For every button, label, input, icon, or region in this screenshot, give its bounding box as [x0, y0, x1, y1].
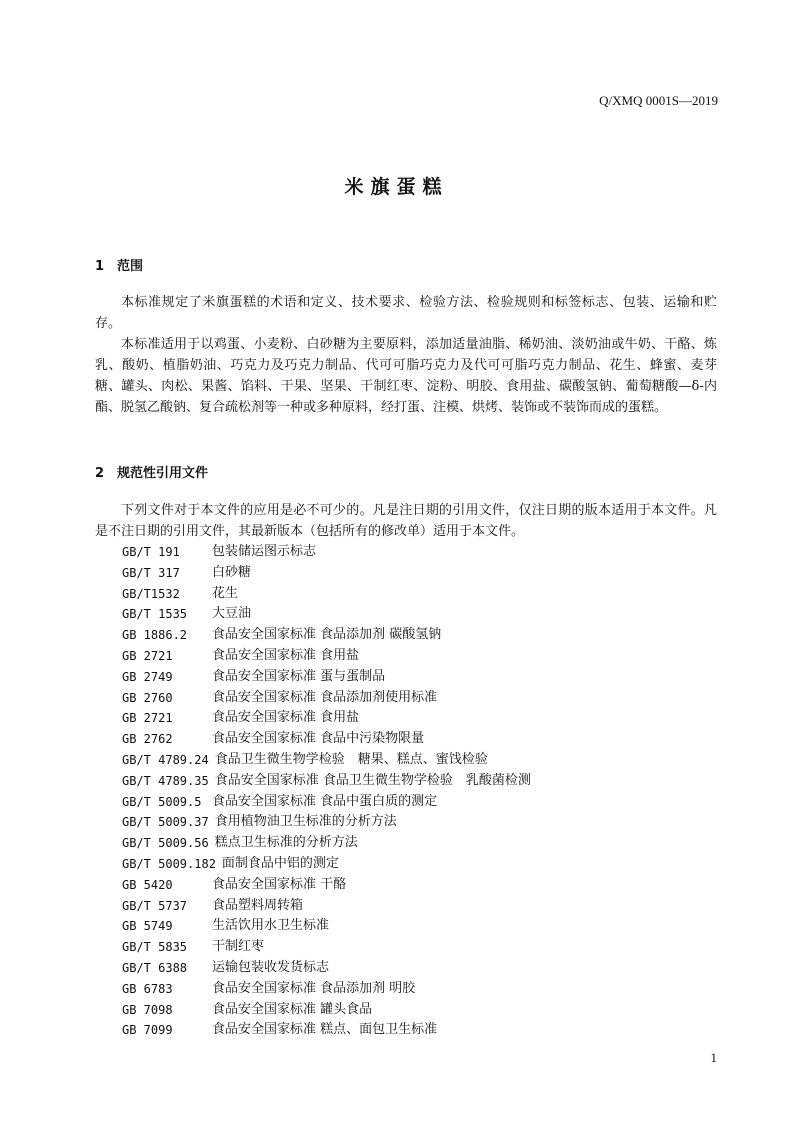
reference-code: GB 6783 — [122, 981, 173, 996]
reference-code: GB 5749 — [122, 919, 173, 934]
reference-title: 大豆油 — [212, 606, 252, 622]
reference-item — [122, 584, 722, 605]
reference-code: GB/T 5009.182 — [122, 856, 216, 871]
reference-title: 食品安全国家标准 食品中污染物限量 — [212, 731, 425, 747]
section-number: 2 — [95, 466, 105, 481]
reference-item — [122, 958, 722, 979]
reference-code: GB/T 5835 — [122, 940, 188, 955]
reference-code: GB/T 4789.24 — [122, 752, 209, 767]
reference-item — [122, 688, 722, 709]
reference-code: GB 2721 — [122, 648, 173, 663]
scope-paragraph-1: 本标准规定了米旗蛋糕的术语和定义、技术要求、检验方法、检验规则和标签标志、包装、运输和贮存。 — [95, 295, 717, 331]
reference-code: GB/T 5737 — [122, 898, 188, 913]
reference-item — [122, 729, 722, 750]
scope-paragraph-2: 本标准适用于以鸡蛋、小麦粉、白砂糖为主要原料，添加适量油脂、稀奶油、淡奶油或牛奶、干酪、炼乳、酸奶、植脂奶油、巧克力及巧克力制品、代可可脂巧克力及代可可脂巧克力制品、花生、蜂蜜、麦芽糖、罐头、肉松、果酱、馅料、干果、坚果、干制红枣、淀粉、明胶、食用盐、碳酸氢钠、葡萄糖酸—δ-内酯、脱氢乙酸钠、复合疏松剂等一种或多种原料，经打蛋、注模、烘烤、装饰或不装饰而成的蛋糕。 — [95, 337, 717, 415]
reference-title: 食品安全国家标准 食用盐 — [212, 710, 360, 726]
reference-title: 食品安全国家标准 食品中蛋白质的测定 — [212, 793, 438, 809]
reference-code: GB 2760 — [122, 690, 173, 705]
section-title: 范围 — [117, 259, 144, 274]
reference-title: 食品安全国家标准 蛋与蛋制品 — [212, 668, 386, 684]
reference-code: GB 7098 — [122, 1002, 173, 1017]
reference-code: GB/T 5009.37 — [122, 815, 209, 830]
reference-title: 食品安全国家标准 罐头食品 — [212, 1001, 373, 1017]
reference-title: 食品安全国家标准 食品添加剂 明胶 — [212, 980, 416, 996]
standard-code: Q/XMQ 0001S—2019 — [599, 93, 718, 108]
references-intro-paragraph: 下列文件对于本文件的应用是必不可少的。凡是注日期的引用文件，仅注日期的版本适用于本文件。凡是不注日期的引用文件，其最新版本（包括所有的修改单）适用于本文件。 — [95, 503, 717, 539]
reference-code: GB/T 4789.35 — [122, 773, 209, 788]
reference-item — [122, 750, 722, 771]
section-heading-normative-references — [95, 462, 208, 481]
reference-code: GB 2762 — [122, 732, 173, 747]
section-number: 1 — [95, 259, 105, 274]
reference-item — [122, 812, 722, 833]
reference-title: 运输包装收发货标志 — [212, 959, 330, 975]
reference-code: GB/T 5009.56 — [122, 836, 209, 851]
reference-item — [122, 646, 722, 667]
reference-title: 面制食品中铝的测定 — [221, 855, 339, 871]
reference-item — [122, 896, 722, 917]
reference-title: 食品安全国家标准 干酪 — [212, 876, 347, 892]
reference-item — [122, 875, 722, 896]
reference-code: GB 5420 — [122, 877, 173, 892]
reference-item — [122, 708, 722, 729]
reference-item — [122, 563, 722, 584]
reference-item — [122, 792, 722, 813]
reference-title: 花生 — [212, 585, 239, 601]
reference-code: GB/T 191 — [122, 545, 180, 559]
reference-item — [122, 625, 722, 646]
reference-item — [122, 542, 722, 563]
reference-list — [122, 542, 722, 1041]
reference-title: 生活饮用水卫生标准 — [212, 918, 330, 934]
reference-title: 白砂糖 — [212, 564, 252, 580]
reference-code: GB/T 317 — [122, 565, 180, 580]
reference-title: 食品卫生微生物学检验 糖果、糕点、蜜饯检验 — [214, 751, 488, 767]
reference-item — [122, 937, 722, 958]
reference-code: GB 7099 — [122, 1023, 173, 1038]
reference-item — [122, 667, 722, 688]
reference-code: GB/T 5009.5 — [122, 794, 202, 809]
page-number: 1 — [710, 1050, 717, 1065]
reference-item — [122, 771, 722, 792]
reference-code: GB/T 1535 — [122, 607, 188, 622]
reference-item — [122, 979, 722, 1000]
reference-title: 食品安全国家标准 食品添加剂 碳酸氢钠 — [212, 627, 442, 643]
reference-title: 食品安全国家标准 糕点、面包卫生标准 — [212, 1022, 438, 1038]
reference-title: 糕点卫生标准的分析方法 — [214, 835, 358, 851]
reference-code: GB/T 6388 — [122, 960, 188, 975]
reference-title: 食品塑料周转箱 — [212, 897, 304, 913]
reference-title: 食品安全国家标准 食品添加剂使用标准 — [212, 689, 438, 705]
reference-item — [122, 854, 722, 875]
section-heading-scope — [95, 255, 143, 274]
reference-code: GB/T1532 — [122, 586, 180, 601]
reference-title: 干制红枣 — [212, 939, 265, 955]
reference-title: 食品安全国家标准 食品卫生微生物学检验 乳酸菌检测 — [214, 772, 531, 788]
reference-title: 食用植物油卫生标准的分析方法 — [214, 814, 397, 830]
document-title: 米旗蛋糕 — [344, 176, 449, 198]
reference-item — [122, 604, 722, 625]
reference-title: 包装储运图示标志 — [212, 544, 317, 559]
reference-code: GB 2721 — [122, 711, 173, 726]
section-title: 规范性引用文件 — [117, 466, 209, 481]
reference-item — [122, 916, 722, 937]
reference-title: 食品安全国家标准 食用盐 — [212, 647, 360, 663]
reference-code: GB 1886.2 — [122, 628, 188, 643]
reference-item — [122, 833, 722, 854]
reference-item — [122, 1020, 722, 1041]
reference-code: GB 2749 — [122, 669, 173, 684]
reference-item — [122, 1000, 722, 1021]
